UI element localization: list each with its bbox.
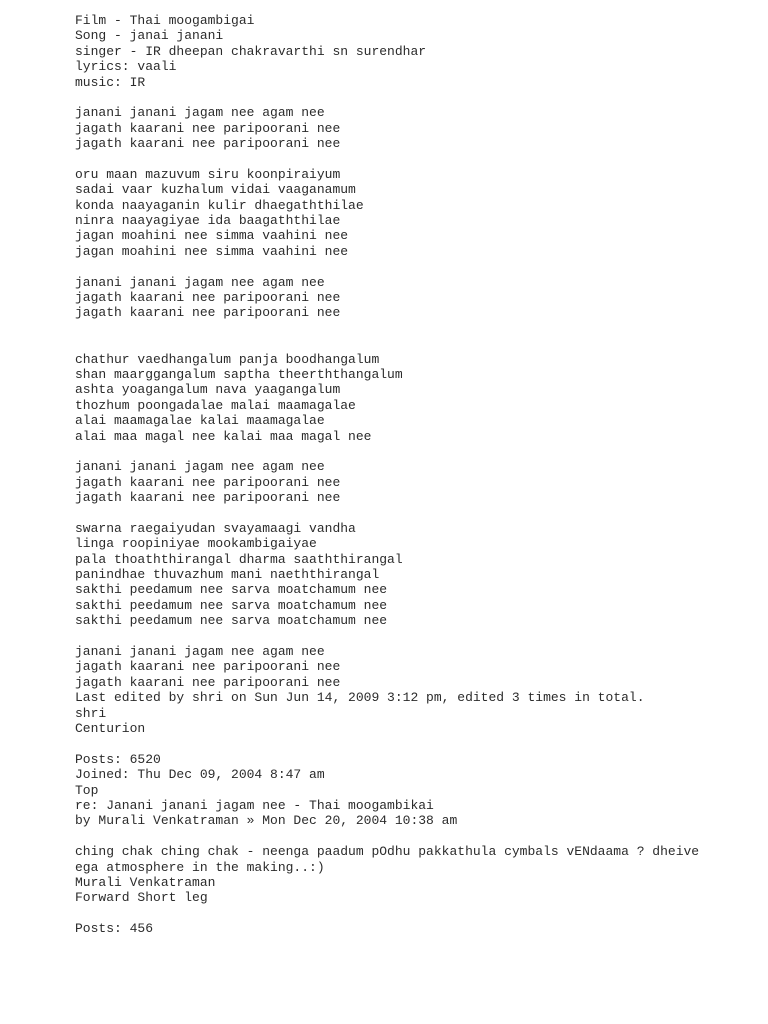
lyric-line: janani janani jagam nee agam nee [75, 459, 325, 475]
joined-date: Joined: Thu Dec 09, 2004 8:47 am [75, 767, 325, 783]
post-subject[interactable]: re: Janani janani jagam nee - Thai moogambikai [75, 797, 434, 813]
song-line: Song - janai janani [75, 28, 224, 44]
lyric-line: janani janani jagam nee agam nee [75, 644, 325, 660]
lyric-line: sakthi peedamum nee sarva moatchamum nee [75, 613, 388, 629]
lyric-line: ninra naayagiyae ida baagaththilae [75, 213, 341, 229]
lyric-line: sadai vaar kuzhalum vidai vaaganamum [75, 182, 356, 198]
lyric-line: sakthi peedamum nee sarva moatchamum nee [75, 582, 388, 598]
stanza-verse [75, 352, 735, 444]
music-line: music: IR [75, 74, 146, 90]
post-count: Posts: 456 [75, 921, 154, 937]
spacer [75, 90, 735, 105]
lyric-line: panindhae thuvazhum mani naeththirangal [75, 567, 380, 583]
spacer [75, 152, 735, 167]
edit-note: Last edited by shri on Sun Jun 14, 2009 3:12 pm, edited 3 times in total. [75, 690, 645, 706]
spacer [75, 906, 735, 921]
stanza-chorus [75, 459, 735, 505]
lyric-line: sakthi peedamum nee sarva moatchamum nee [75, 597, 388, 613]
document-body [75, 13, 735, 936]
spacer [75, 321, 735, 352]
lyric-line: alai maa magal nee kalai maa magal nee [75, 428, 372, 444]
stanza-chorus [75, 644, 735, 690]
stanza-verse [75, 167, 735, 259]
film-line: Film - Thai moogambigai [75, 13, 255, 28]
lyrics-line: lyrics: vaali [75, 59, 177, 75]
post-footer [75, 690, 735, 798]
singer-line: singer - IR dheepan chakravarthi sn surendhar [75, 43, 427, 59]
lyric-line: jagath kaarani nee paripoorani nee [75, 120, 341, 136]
lyric-line: pala thoaththirangal dharma saaththirangal [75, 551, 403, 567]
lyric-line: oru maan mazuvum siru koonpiraiyum [75, 166, 341, 182]
spacer [75, 444, 735, 459]
lyric-line: konda naayaganin kulir dhaegaththilae [75, 197, 364, 213]
reply-post [75, 798, 735, 937]
lyric-line: jagath kaarani nee paripoorani nee [75, 474, 341, 490]
stanza-verse [75, 521, 735, 629]
top-link[interactable]: Top [75, 782, 99, 798]
lyric-line: shan maarggangalum saptha theerththangalum [75, 367, 403, 382]
post-count: Posts: 6520 [75, 751, 161, 767]
lyric-line: jagath kaarani nee paripoorani nee [75, 305, 341, 321]
lyric-line: linga roopiniyae mookambigaiyae [75, 536, 317, 552]
lyric-line: jagath kaarani nee paripoorani nee [75, 674, 341, 690]
author-rank: Centurion [75, 720, 146, 736]
stanza-chorus [75, 105, 735, 151]
post-byline: by Murali Venkatraman » Mon Dec 20, 2004 10:38 am [75, 813, 458, 829]
author-link[interactable]: Murali Venkatraman [75, 874, 216, 890]
lyric-line: alai maamagalae kalai maamagalae [75, 413, 325, 429]
lyric-line: janani janani jagam nee agam nee [75, 105, 325, 121]
spacer [75, 736, 735, 751]
lyric-line: jagan moahini nee simma vaahini nee [75, 228, 349, 244]
lyric-line: thozhum poongadalae malai maamagalae [75, 397, 356, 413]
lyric-line: jagan moahini nee simma vaahini nee [75, 243, 349, 259]
lyric-line: jagath kaarani nee paripoorani nee [75, 490, 341, 506]
spacer [75, 829, 735, 844]
lyric-line: jagath kaarani nee paripoorani nee [75, 136, 341, 152]
lyric-line: janani janani jagam nee agam nee [75, 274, 325, 290]
stanza-chorus [75, 275, 735, 321]
song-header [75, 13, 735, 90]
lyric-line: chathur vaedhangalum panja boodhangalum [75, 351, 380, 367]
author-rank: Forward Short leg [75, 890, 208, 906]
lyric-line: jagath kaarani nee paripoorani nee [75, 659, 341, 675]
author-link[interactable]: shri [75, 705, 107, 721]
spacer [75, 259, 735, 274]
spacer [75, 629, 735, 644]
lyric-line: swarna raegaiyudan svayamaagi vandha [75, 520, 356, 536]
lyric-line: jagath kaarani nee paripoorani nee [75, 290, 341, 306]
post-body: ching chak ching chak - neenga paadum pOdhu pakkathula cymbals vENdaama ? dheive ega atmosphere in the making..:) [75, 844, 700, 875]
lyric-line: ashta yoagangalum nava yaagangalum [75, 382, 341, 398]
spacer [75, 506, 735, 521]
